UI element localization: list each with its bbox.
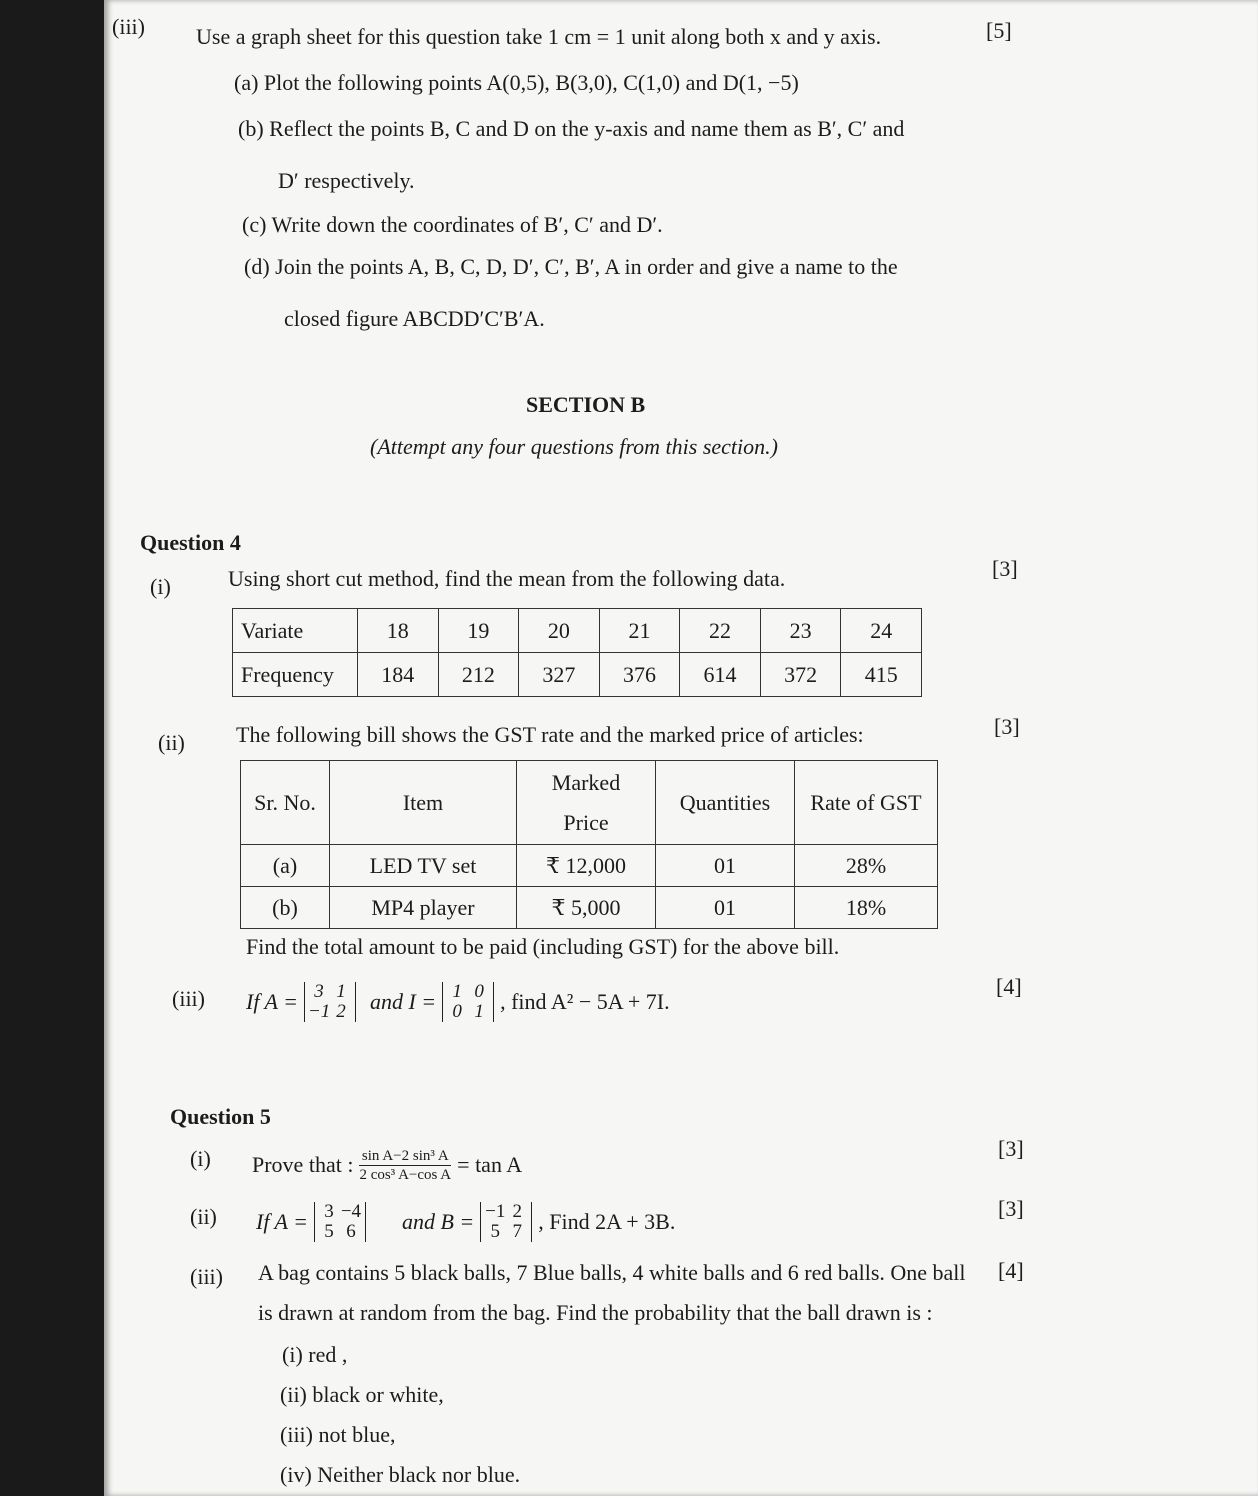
table-cell: (a) bbox=[241, 845, 330, 887]
matrix-entry: −4 bbox=[340, 1201, 362, 1222]
q3-iii-c: (c) Write down the coordinates of B′, C′ and D′. bbox=[242, 212, 663, 237]
q5-i-expression bbox=[252, 1142, 522, 1188]
q4-iii-number: (iii) bbox=[172, 986, 205, 1011]
matrix-entry: 1 bbox=[336, 981, 346, 1002]
q5-iii-option: (i) red , bbox=[282, 1342, 348, 1367]
q5-ii-number: (ii) bbox=[190, 1204, 217, 1229]
q3-iii-number: (iii) bbox=[112, 14, 145, 39]
q5-i-rhs: = tan A bbox=[457, 1152, 523, 1177]
frequency-row bbox=[233, 653, 922, 697]
trig-fraction bbox=[359, 1147, 451, 1184]
q5-ii-and: and B = bbox=[401, 1209, 475, 1234]
table-cell: 18% bbox=[795, 887, 938, 929]
table-cell: 24 bbox=[841, 609, 922, 653]
q4-iii-marks: [4] bbox=[996, 974, 1022, 999]
table-cell: 184 bbox=[358, 653, 439, 697]
q5-iii-option: (iii) not blue, bbox=[280, 1422, 396, 1447]
q4-ii-text: The following bill shows the GST rate and the marked price of articles: bbox=[236, 722, 864, 747]
q3-iii-marks: [5] bbox=[986, 18, 1012, 43]
table-cell: 22 bbox=[680, 609, 761, 653]
fraction-denominator: 2 cos³ A−cos A bbox=[359, 1166, 452, 1183]
header-gst-rate: Rate of GST bbox=[795, 761, 938, 845]
matrix-a bbox=[304, 982, 356, 1022]
q3-iii-a: (a) Plot the following points A(0,5), B(3,0), C(1,0) and D(1, −5) bbox=[234, 70, 799, 95]
table-cell: 376 bbox=[599, 653, 680, 697]
table-cell: 19 bbox=[438, 609, 519, 653]
matrix-entry: 0 bbox=[474, 981, 484, 1002]
q4-iii-expression bbox=[246, 976, 670, 1028]
table-cell: Variate bbox=[233, 609, 358, 653]
q3-iii-b1: (b) Reflect the points B, C and D on the y-axis and name them as B′, C′ and bbox=[238, 116, 905, 141]
table-cell: 614 bbox=[680, 653, 761, 697]
q5-iii-option: (ii) black or white, bbox=[280, 1382, 444, 1407]
variate-row bbox=[233, 609, 922, 653]
q4-iii-and: and I = bbox=[369, 989, 437, 1014]
matrix-entry: 5 bbox=[324, 1221, 334, 1242]
gst-bill-table bbox=[240, 760, 938, 929]
table-row bbox=[241, 845, 938, 887]
matrix-entry: 5 bbox=[490, 1221, 500, 1242]
matrix-entry: 1 bbox=[452, 981, 462, 1002]
header-marked: Marked bbox=[551, 769, 621, 795]
section-b-title: SECTION B bbox=[526, 392, 646, 417]
q4-ii-number: (ii) bbox=[158, 730, 185, 755]
q5-iii-line1: A bag contains 5 black balls, 7 Blue balls, 4 white balls and 6 red balls. One ball bbox=[258, 1260, 966, 1285]
header-sr-no: Sr. No. bbox=[241, 761, 330, 845]
table-cell: 415 bbox=[841, 653, 922, 697]
q4-ii-marks: [3] bbox=[994, 714, 1020, 739]
table-cell: 01 bbox=[656, 845, 795, 887]
fraction-numerator: sin A−2 sin³ A bbox=[359, 1147, 451, 1166]
matrix-entry: −1 bbox=[485, 1201, 506, 1222]
matrix-entry: 7 bbox=[512, 1221, 522, 1242]
question-4-heading: Question 4 bbox=[140, 530, 241, 555]
q4-i-marks: [3] bbox=[992, 556, 1018, 581]
q3-iii-b2: D′ respectively. bbox=[278, 168, 415, 193]
matrix-entry: 6 bbox=[346, 1221, 356, 1242]
q5-i-number: (i) bbox=[190, 1146, 211, 1171]
table-cell: Frequency bbox=[233, 653, 358, 697]
table-cell: ₹ 5,000 bbox=[517, 887, 656, 929]
header-quantities: Quantities bbox=[656, 761, 795, 845]
matrix-i bbox=[442, 982, 494, 1022]
section-b-subtitle: (Attempt any four questions from this section.) bbox=[370, 434, 778, 459]
table-cell: 23 bbox=[760, 609, 841, 653]
q3-iii-d2: closed figure ABCDD′C′B′A. bbox=[284, 306, 545, 331]
q4-i-text: Using short cut method, find the mean from the following data. bbox=[228, 566, 786, 591]
q5-ii-marks: [3] bbox=[998, 1196, 1024, 1221]
matrix-entry: 1 bbox=[474, 1001, 484, 1022]
table-cell: 21 bbox=[599, 609, 680, 653]
matrix-entry: 0 bbox=[452, 1001, 462, 1022]
table-cell: 20 bbox=[519, 609, 600, 653]
q5-iii-line2: is drawn at random from the bag. Find the probability that the ball drawn is : bbox=[258, 1300, 933, 1325]
header-item: Item bbox=[330, 761, 517, 845]
table-cell: 28% bbox=[795, 845, 938, 887]
table-row bbox=[241, 887, 938, 929]
q5-ii-if: If A = bbox=[256, 1209, 308, 1234]
q4-ii-footer: Find the total amount to be paid (including GST) for the above bill. bbox=[246, 934, 840, 959]
q5-iii-option: (iv) Neither black nor blue. bbox=[280, 1462, 521, 1487]
header-price: Price bbox=[563, 809, 609, 835]
table-cell: 372 bbox=[760, 653, 841, 697]
q5-i-marks: [3] bbox=[998, 1136, 1024, 1161]
table-cell: LED TV set bbox=[330, 845, 517, 887]
matrix-entry: 2 bbox=[336, 1001, 346, 1022]
matrix-a bbox=[314, 1202, 366, 1242]
q5-ii-tail: , Find 2A + 3B. bbox=[538, 1209, 676, 1234]
bill-header-row bbox=[241, 761, 938, 845]
q5-i-prove: Prove that : bbox=[252, 1152, 354, 1177]
matrix-entry: 3 bbox=[314, 981, 324, 1002]
table-cell: MP4 player bbox=[330, 887, 517, 929]
mean-data-table bbox=[232, 608, 922, 697]
q5-ii-expression bbox=[256, 1196, 675, 1248]
table-cell: (b) bbox=[241, 887, 330, 929]
matrix-b bbox=[480, 1202, 532, 1242]
header-marked-price bbox=[517, 761, 656, 845]
table-cell: 327 bbox=[519, 653, 600, 697]
q4-iii-tail: , find A² − 5A + 7I. bbox=[500, 989, 670, 1014]
q4-i-number: (i) bbox=[150, 574, 171, 599]
matrix-entry: −1 bbox=[307, 1001, 331, 1022]
q5-iii-marks: [4] bbox=[998, 1258, 1024, 1283]
q3-iii-stem: Use a graph sheet for this question take 1 cm = 1 unit along both x and y axis. bbox=[196, 24, 882, 49]
table-cell: 01 bbox=[656, 887, 795, 929]
table-cell: 18 bbox=[358, 609, 439, 653]
q5-iii-number: (iii) bbox=[190, 1264, 223, 1289]
matrix-entry: 2 bbox=[512, 1201, 522, 1222]
table-cell: ₹ 12,000 bbox=[517, 845, 656, 887]
q4-iii-if: If A = bbox=[246, 989, 298, 1014]
matrix-entry: 3 bbox=[324, 1201, 334, 1222]
question-5-heading: Question 5 bbox=[170, 1104, 271, 1129]
table-cell: 212 bbox=[438, 653, 519, 697]
q3-iii-d1: (d) Join the points A, B, C, D, D′, C′, B′, A in order and give a name to the bbox=[244, 254, 898, 279]
